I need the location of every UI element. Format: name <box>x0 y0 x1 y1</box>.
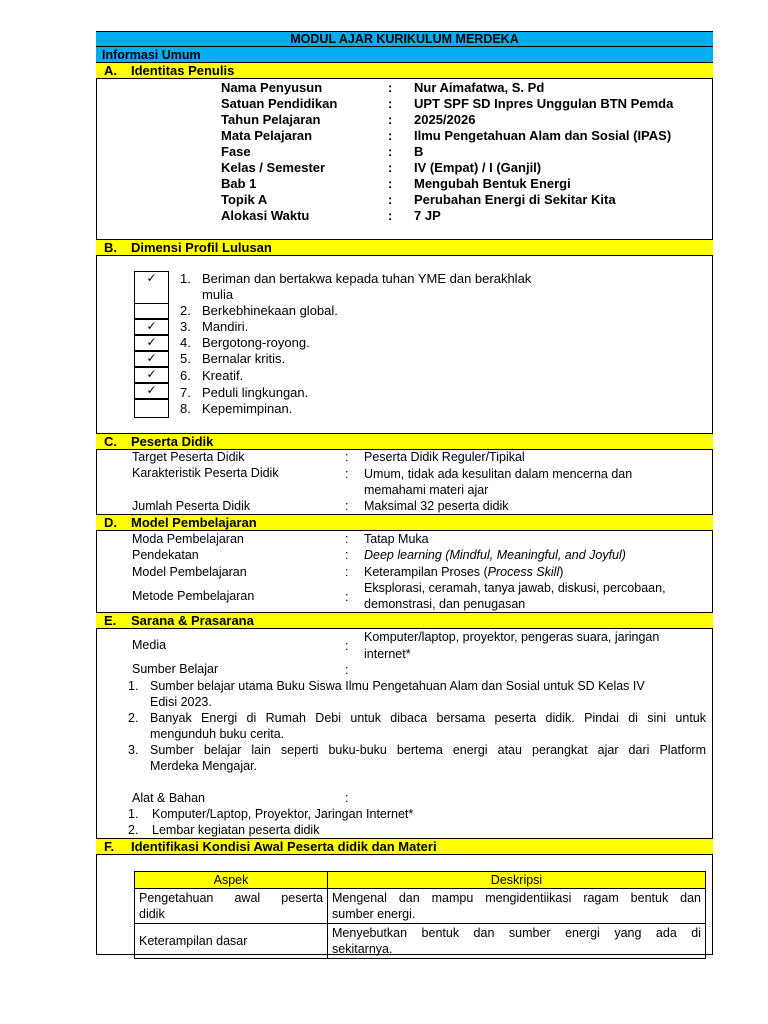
identity-colon: : <box>388 176 393 191</box>
sumber-num: 3. <box>128 743 139 757</box>
sumber-num: 1. <box>128 679 139 693</box>
table-row <box>135 889 706 924</box>
deskripsi-header: Deskripsi <box>328 872 706 889</box>
identity-colon: : <box>388 208 393 223</box>
identity-colon: : <box>388 112 393 127</box>
identity-value: Ilmu Pengetahuan Alam dan Sosial (IPAS) <box>414 128 672 143</box>
peserta-label: Karakteristik Peserta Didik <box>132 466 279 480</box>
sumber-item-cont: mengunduh buku cerita. <box>150 727 285 741</box>
check-icon: ✓ <box>146 319 157 333</box>
sumber-colon: : <box>345 663 349 677</box>
peserta-label: Target Peserta Didik <box>132 450 245 464</box>
model-label: Pendekatan <box>132 548 199 562</box>
model-label: Model Pembelajaran <box>132 565 247 579</box>
section-b-letter: B. <box>104 240 117 255</box>
identity-value: UPT SPF SD Inpres Unggulan BTN Pemda <box>414 96 674 111</box>
deskripsi-cell: Menyebutkan bentuk dan sumber energi yang ada di sekitarnya. <box>328 924 706 959</box>
identity-value: 7 JP <box>414 208 441 223</box>
identity-colon: : <box>388 160 393 175</box>
identity-label: Tahun Pelajaran <box>221 112 321 127</box>
section-f-title: Identifikasi Kondisi Awal Peserta didik dan Materi <box>131 839 437 854</box>
sumber-item-cont: Edisi 2023. <box>150 695 212 709</box>
identity-value: B <box>414 144 424 159</box>
media-value-cont: internet* <box>364 647 411 661</box>
profile-checkbox-8[interactable] <box>134 399 169 418</box>
sumber-item: Sumber belajar lain seperti buku-buku bertema energi atau perangkat ajar dari Platform <box>150 743 706 757</box>
section-a-heading <box>96 62 713 79</box>
profile-item: 5. Bernalar kritis. <box>180 351 286 366</box>
identity-value: Mengubah Bentuk Energi <box>414 176 571 191</box>
alat-colon: : <box>345 791 349 805</box>
check-icon: ✓ <box>146 367 157 381</box>
peserta-value: Peserta Didik Reguler/Tipikal <box>364 450 525 464</box>
profile-item: 1. Beriman dan bertakwa kepada tuhan YME dan berakhlak <box>180 271 532 286</box>
section-d-heading <box>96 514 713 531</box>
sumber-num: 2. <box>128 711 139 725</box>
identity-value: 2025/2026 <box>414 112 476 127</box>
profile-checkbox-4[interactable] <box>134 335 169 351</box>
model-value: Deep learning (Mindful, Meaningful, and Joyful) <box>364 548 626 562</box>
identity-colon: : <box>388 80 393 95</box>
identity-colon: : <box>388 96 393 111</box>
peserta-colon: : <box>345 499 349 513</box>
model-colon: : <box>345 590 349 604</box>
check-icon: ✓ <box>146 335 157 349</box>
profile-item: 6. Kreatif. <box>180 368 244 383</box>
aspek-cell: Pengetahuan awal peserta didik <box>135 889 328 924</box>
alat-num: 1. <box>128 807 139 821</box>
identity-label: Fase <box>221 144 251 159</box>
check-icon: ✓ <box>146 383 157 397</box>
identity-label: Mata Pelajaran <box>221 128 313 143</box>
identity-value: Perubahan Energi di Sekitar Kita <box>414 192 616 207</box>
model-colon: : <box>345 532 349 546</box>
identity-colon: : <box>388 192 393 207</box>
identity-label: Alokasi Waktu <box>221 208 310 223</box>
profile-item: 4. Bergotong-royong. <box>180 335 310 350</box>
sumber-label: Sumber Belajar <box>132 662 219 676</box>
alat-num: 2. <box>128 823 139 837</box>
peserta-value: Maksimal 32 peserta didik <box>364 499 509 513</box>
check-icon: ✓ <box>146 271 157 285</box>
media-colon: : <box>345 639 349 653</box>
section-e-heading <box>96 612 713 629</box>
identity-label: Topik A <box>221 192 268 207</box>
profile-item: 8. Kepemimpinan. <box>180 401 293 416</box>
section-b-title: Dimensi Profil Lulusan <box>131 240 272 255</box>
aspek-header: Aspek <box>135 872 328 889</box>
identity-value: Nur Aimafatwa, S. Pd <box>414 80 545 95</box>
model-value: Keterampilan Proses (Process Skill) <box>364 565 564 579</box>
profile-checkbox-7[interactable] <box>134 383 169 399</box>
alat-item: Lembar kegiatan peserta didik <box>152 823 320 837</box>
model-colon: : <box>345 548 349 562</box>
section-f-heading <box>96 838 713 855</box>
profile-checkbox-6[interactable] <box>134 367 169 383</box>
profile-item-cont: mulia <box>202 287 234 302</box>
peserta-value-cont: memahami materi ajar <box>364 483 489 497</box>
section-a-title: Identitas Penulis <box>131 63 235 78</box>
identity-colon: : <box>388 144 393 159</box>
model-colon: : <box>345 565 349 579</box>
identity-label: Nama Penyusun <box>221 80 323 95</box>
profile-item: 3. Mandiri. <box>180 319 249 334</box>
identity-label: Bab 1 <box>221 176 257 191</box>
peserta-colon: : <box>345 450 349 464</box>
peserta-label: Jumlah Peserta Didik <box>132 499 251 513</box>
aspek-table <box>134 871 706 959</box>
profile-checkbox-2[interactable] <box>134 303 169 319</box>
sumber-item-cont: Merdeka Mengajar. <box>150 759 258 773</box>
profile-item: 7. Peduli lingkungan. <box>180 385 309 400</box>
sumber-item: Banyak Energi di Rumah Debi untuk dibaca bersama peserta didik. Pindai di sini untuk <box>150 711 706 725</box>
media-value: Komputer/laptop, proyektor, pengeras suara, jaringan <box>364 630 660 644</box>
section-b-heading <box>96 239 713 256</box>
section-c-title: Peserta Didik <box>131 434 214 449</box>
peserta-value: Umum, tidak ada kesulitan dalam mencerna dan <box>364 467 633 481</box>
section-c-heading <box>96 433 713 450</box>
media-label: Media <box>132 638 167 652</box>
model-value: Tatap Muka <box>364 532 429 546</box>
section-d-letter: D. <box>104 515 117 530</box>
table-header-row <box>135 872 706 889</box>
section-e-letter: E. <box>104 613 117 628</box>
alat-label: Alat & Bahan <box>132 791 205 805</box>
section-a-letter: A. <box>104 63 117 78</box>
profile-checkbox-5[interactable] <box>134 351 169 367</box>
profile-item: 2. Berkebhinekaan global. <box>180 303 338 318</box>
aspek-cell: Keterampilan dasar <box>135 924 328 959</box>
section-e-title: Sarana & Prasarana <box>131 613 254 628</box>
profile-checkbox-3[interactable] <box>134 319 169 335</box>
deskripsi-cell: Mengenal dan mampu mengidentiikasi ragam bentuk dan sumber energi. <box>328 889 706 924</box>
alat-item: Komputer/Laptop, Proyektor, Jaringan Internet* <box>152 807 414 821</box>
model-value: Eksplorasi, ceramah, tanya jawab, diskusi, percobaan, <box>364 581 666 595</box>
identity-label: Kelas / Semester <box>221 160 326 175</box>
profile-checkbox-1[interactable] <box>134 271 169 304</box>
table-row <box>135 924 706 959</box>
model-label: Moda Pembelajaran <box>132 532 244 546</box>
info-umum-heading: Informasi Umum <box>96 46 713 63</box>
document-title: MODUL AJAR KURIKULUM MERDEKA <box>96 31 713 47</box>
section-f-letter: F. <box>104 839 115 854</box>
section-c-letter: C. <box>104 434 117 449</box>
check-icon: ✓ <box>146 351 157 365</box>
identity-value: IV (Empat) / I (Ganjil) <box>414 160 542 175</box>
model-value-cont: demonstrasi, dan penugasan <box>364 597 526 611</box>
sumber-item: Sumber belajar utama Buku Siswa Ilmu Pengetahuan Alam dan Sosial untuk SD Kelas IV <box>150 679 645 693</box>
identity-label: Satuan Pendidikan <box>221 96 338 111</box>
section-d-title: Model Pembelajaran <box>131 515 257 530</box>
peserta-colon: : <box>345 467 349 481</box>
identity-colon: : <box>388 128 393 143</box>
model-label: Metode Pembelajaran <box>132 589 255 603</box>
